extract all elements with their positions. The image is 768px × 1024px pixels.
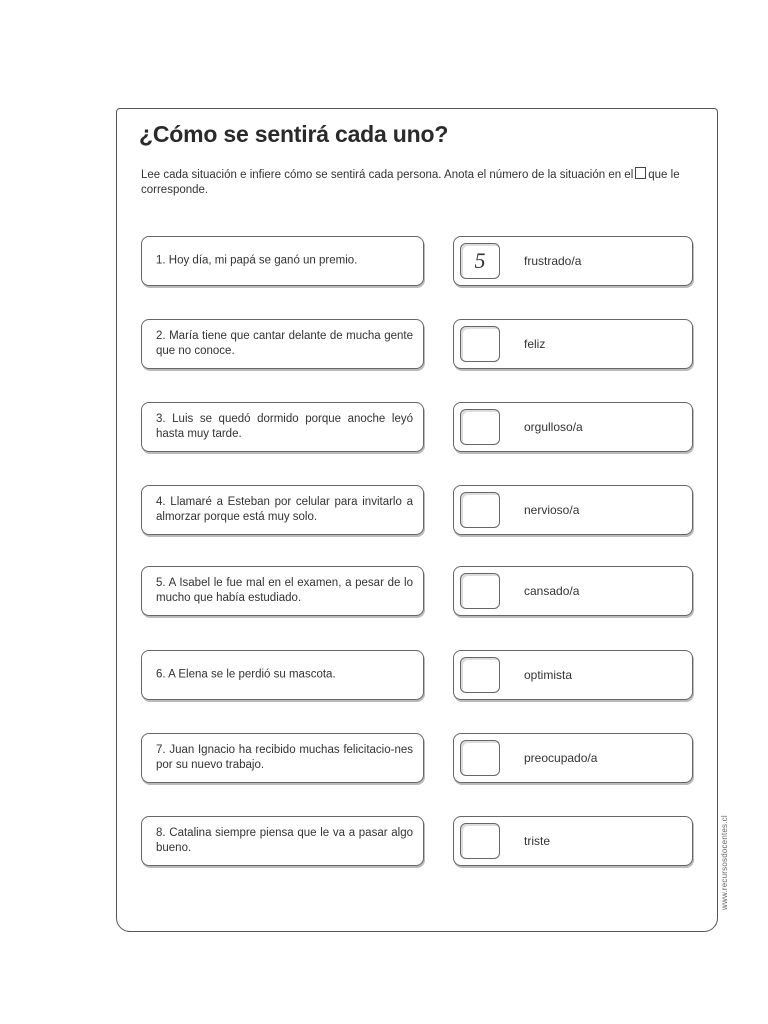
answer-box[interactable] bbox=[460, 573, 500, 609]
situation-card bbox=[141, 733, 424, 783]
feeling-label: frustrado/a bbox=[524, 254, 582, 268]
worksheet-title: ¿Cómo se sentirá cada uno? bbox=[139, 121, 449, 147]
feeling-label: cansado/a bbox=[524, 584, 580, 598]
empty-box-icon bbox=[635, 167, 646, 179]
situation-card bbox=[141, 650, 424, 700]
situation-text: 7. Juan Ignacio ha recibido muchas felicitacio-nes por su nuevo trabajo. bbox=[156, 744, 413, 771]
exercise-row bbox=[117, 733, 719, 785]
instructions-text-start: Lee cada situación e infiere cómo se sentirá cada persona. Anota el número de la situación en el bbox=[141, 169, 634, 181]
instructions bbox=[141, 167, 696, 198]
feeling-card bbox=[453, 566, 693, 616]
feeling-card bbox=[453, 816, 693, 866]
exercise-row bbox=[117, 402, 719, 454]
answer-box[interactable]: 5 bbox=[460, 243, 500, 279]
feeling-card bbox=[453, 236, 693, 286]
situation-card bbox=[141, 566, 424, 616]
situation-card bbox=[141, 402, 424, 452]
feeling-card bbox=[453, 485, 693, 535]
watermark-url: www.recursosdocentes.cl bbox=[720, 815, 729, 910]
situation-card bbox=[141, 319, 424, 369]
feeling-label: optimista bbox=[524, 668, 573, 682]
situation-text: 5. A Isabel le fue mal en el examen, a pesar de lo mucho que había estudiado. bbox=[156, 577, 413, 604]
feeling-card bbox=[453, 650, 693, 700]
feeling-label: feliz bbox=[524, 337, 546, 351]
situation-text: 1. Hoy día, mi papá se ganó un premio. bbox=[156, 254, 358, 267]
exercise-row bbox=[117, 236, 719, 288]
situation-text: 3. Luis se quedó dormido porque anoche leyó hasta muy tarde. bbox=[156, 413, 413, 440]
situation-text: 2. María tiene que cantar delante de mucha gente que no conoce. bbox=[156, 330, 413, 357]
situation-text: 8. Catalina siempre piensa que le va a pasar algo bueno. bbox=[156, 827, 413, 854]
feeling-card bbox=[453, 733, 693, 783]
feeling-label: orgulloso/a bbox=[524, 420, 583, 434]
exercise-row bbox=[117, 650, 719, 702]
answer-box[interactable] bbox=[460, 326, 500, 362]
instructions-text-end: que le corresponde. bbox=[141, 169, 680, 196]
feeling-card bbox=[453, 319, 693, 369]
feeling-label: preocupado/a bbox=[524, 751, 598, 765]
exercise-row bbox=[117, 566, 719, 618]
situation-card bbox=[141, 236, 424, 286]
situation-card bbox=[141, 485, 424, 535]
situation-card bbox=[141, 816, 424, 866]
feeling-label: nervioso/a bbox=[524, 503, 580, 517]
exercise-row bbox=[117, 816, 719, 868]
answer-box[interactable] bbox=[460, 740, 500, 776]
situation-text: 6. A Elena se le perdió su mascota. bbox=[156, 668, 336, 681]
answer-box[interactable] bbox=[460, 823, 500, 859]
worksheet bbox=[116, 108, 718, 932]
answer-box[interactable] bbox=[460, 492, 500, 528]
answer-box[interactable] bbox=[460, 409, 500, 445]
feeling-label: triste bbox=[524, 834, 551, 848]
exercise-row bbox=[117, 485, 719, 537]
answer-box[interactable] bbox=[460, 657, 500, 693]
exercise-row bbox=[117, 319, 719, 371]
feeling-card bbox=[453, 402, 693, 452]
situation-text: 4. Llamaré a Esteban por celular para invitarlo a almorzar porque está muy solo. bbox=[156, 496, 413, 523]
